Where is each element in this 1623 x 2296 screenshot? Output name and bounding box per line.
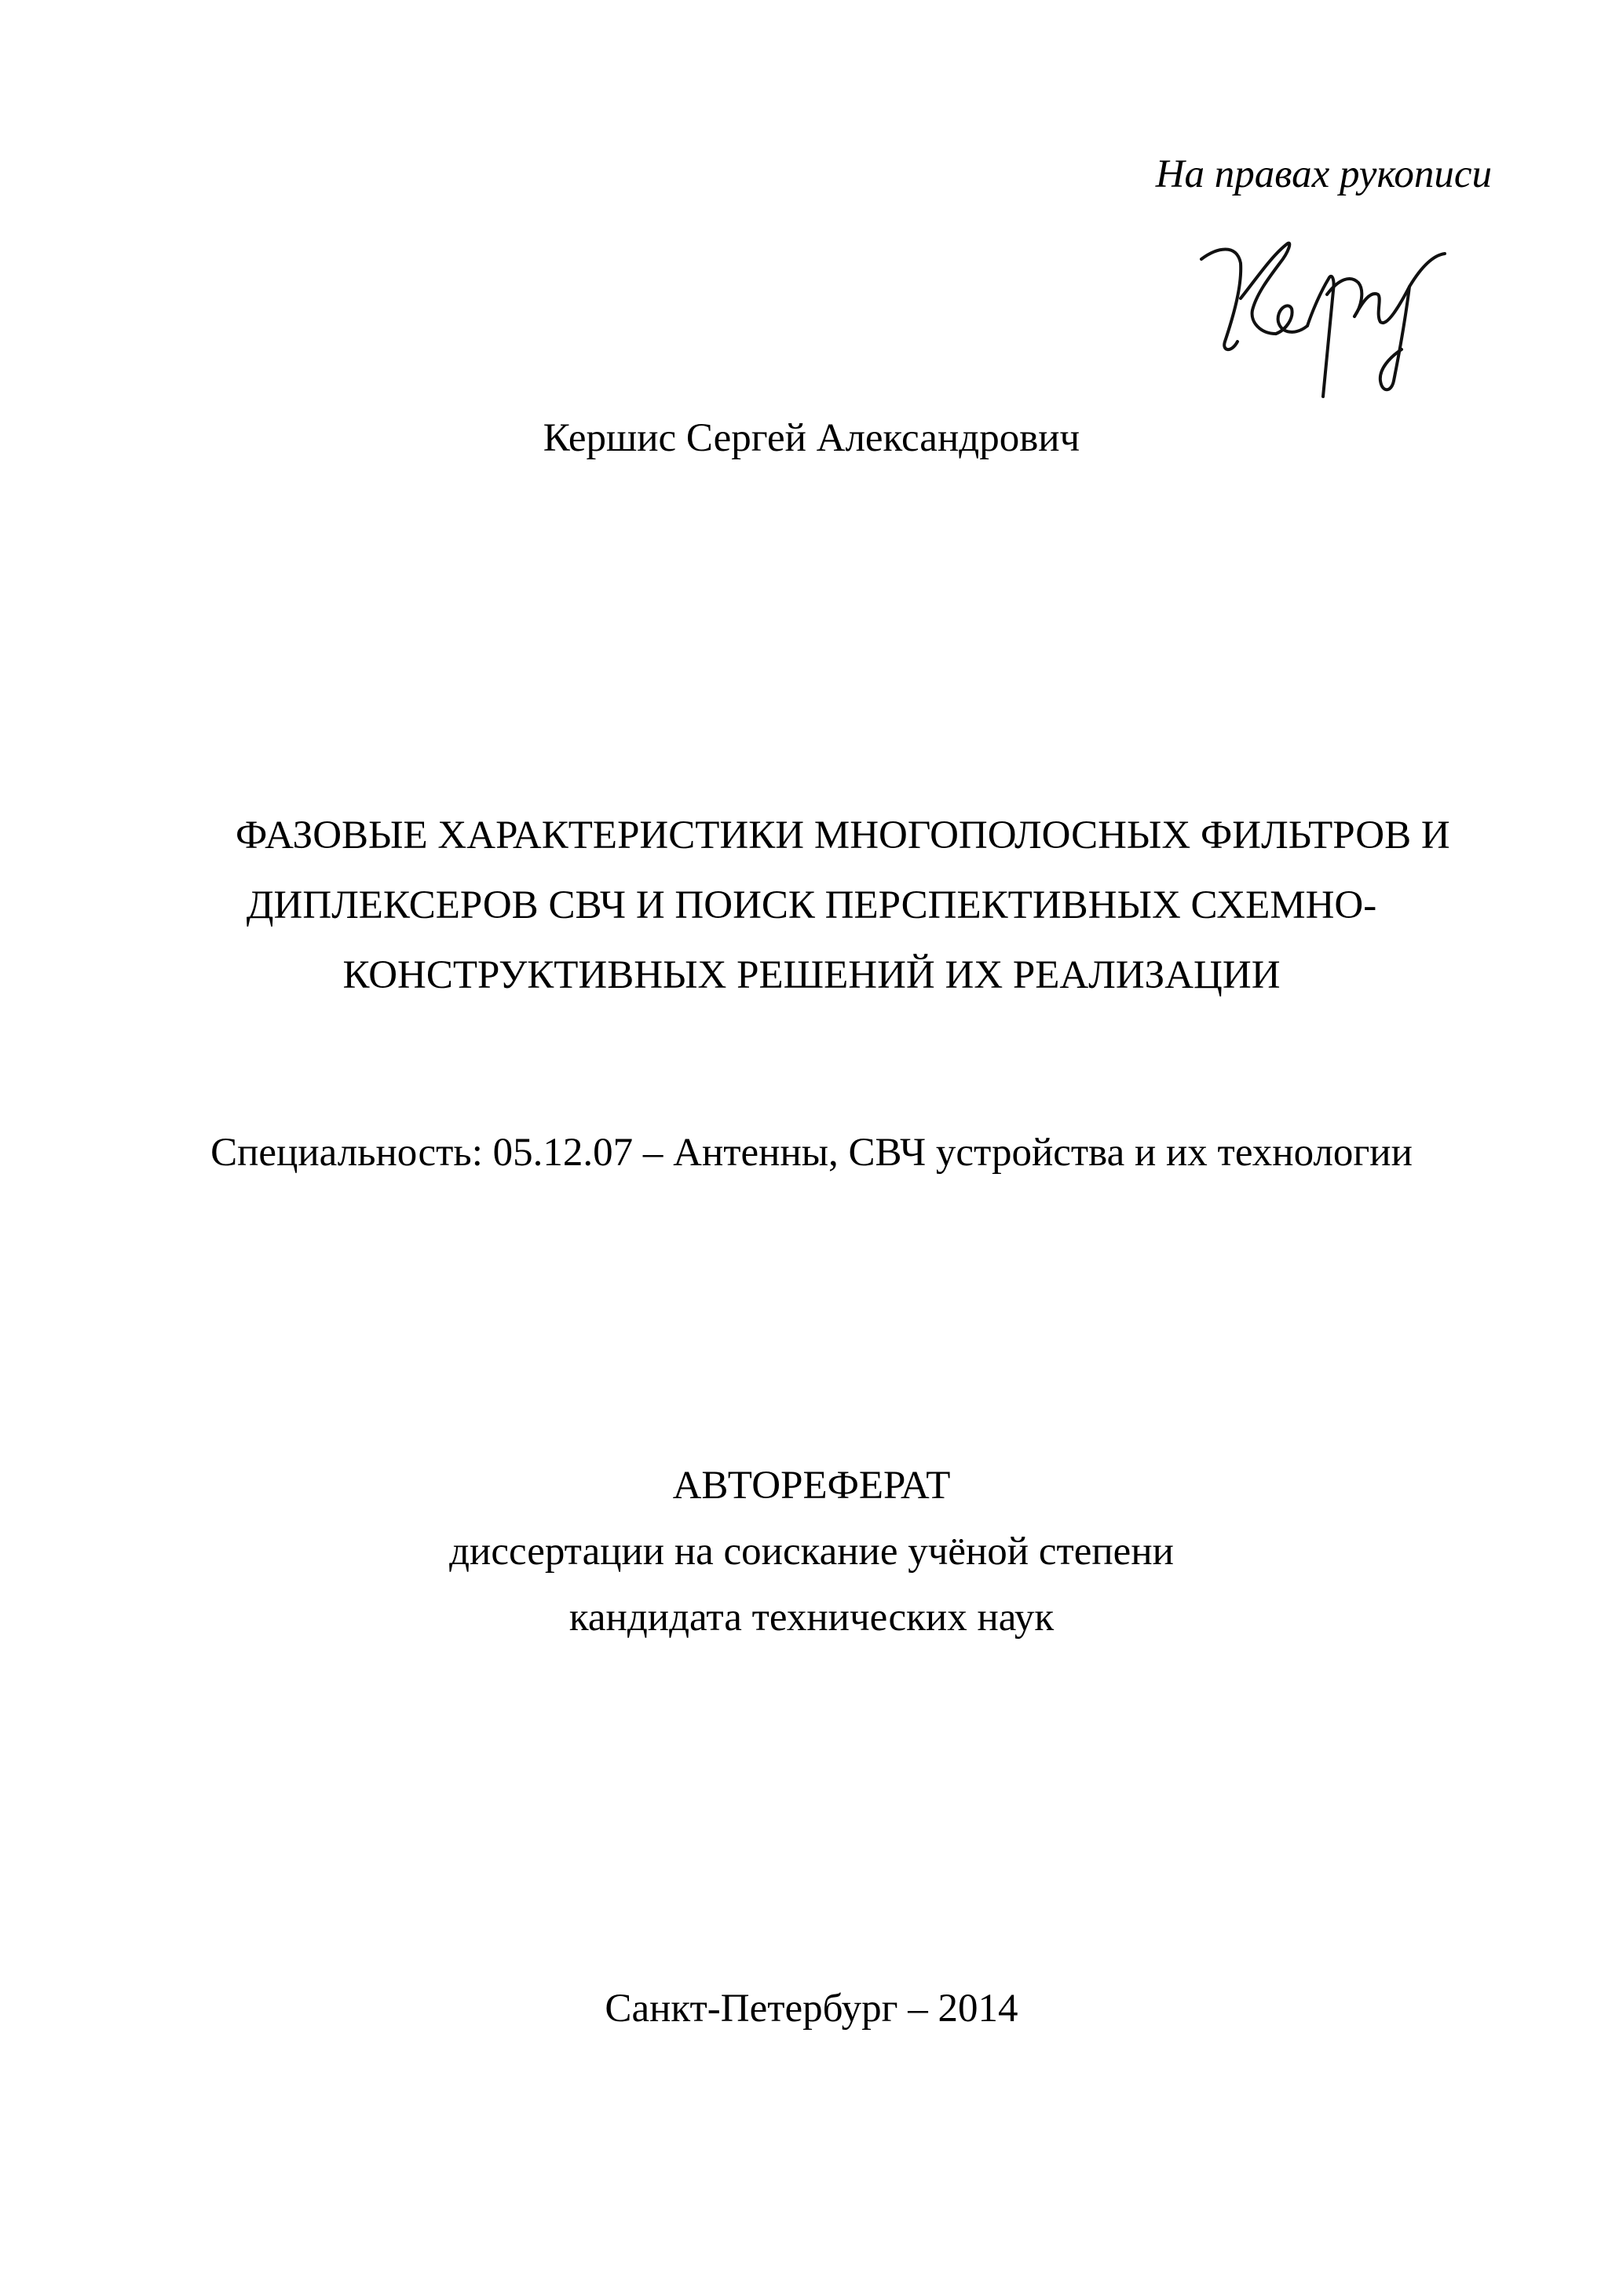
manuscript-notice: На правах рукописи xyxy=(1155,152,1492,196)
specialty-line: Специальность: 05.12.07 – Антенны, СВЧ устройства и их технологии xyxy=(210,1131,1413,1175)
handwritten-signature xyxy=(1193,224,1460,404)
title-line: ФАЗОВЫЕ ХАРАКТЕРИСТИКИ МНОГОПОЛОСНЫХ ФИЛЬТРОВ И xyxy=(236,813,1450,857)
degree-name-line: кандидата технических наук xyxy=(568,1596,1055,1640)
dissertation-title xyxy=(236,801,1450,1011)
author-name: Кершис Сергей Александрович xyxy=(543,416,1080,460)
place-and-year: Санкт-Петербург – 2014 xyxy=(605,1987,1018,2031)
title-line: ДИПЛЕКСЕРОВ СВЧ И ПОИСК ПЕРСПЕКТИВНЫХ СХЕМНО- xyxy=(246,883,1377,927)
title-line: КОНСТРУКТИВНЫХ РЕШЕНИЙ ИХ РЕАЛИЗАЦИИ xyxy=(342,953,1281,997)
degree-purpose-line: диссертации на соискание учёной степени xyxy=(449,1530,1174,1574)
abstract-heading: АВТОРЕФЕРАТ xyxy=(672,1464,951,1508)
